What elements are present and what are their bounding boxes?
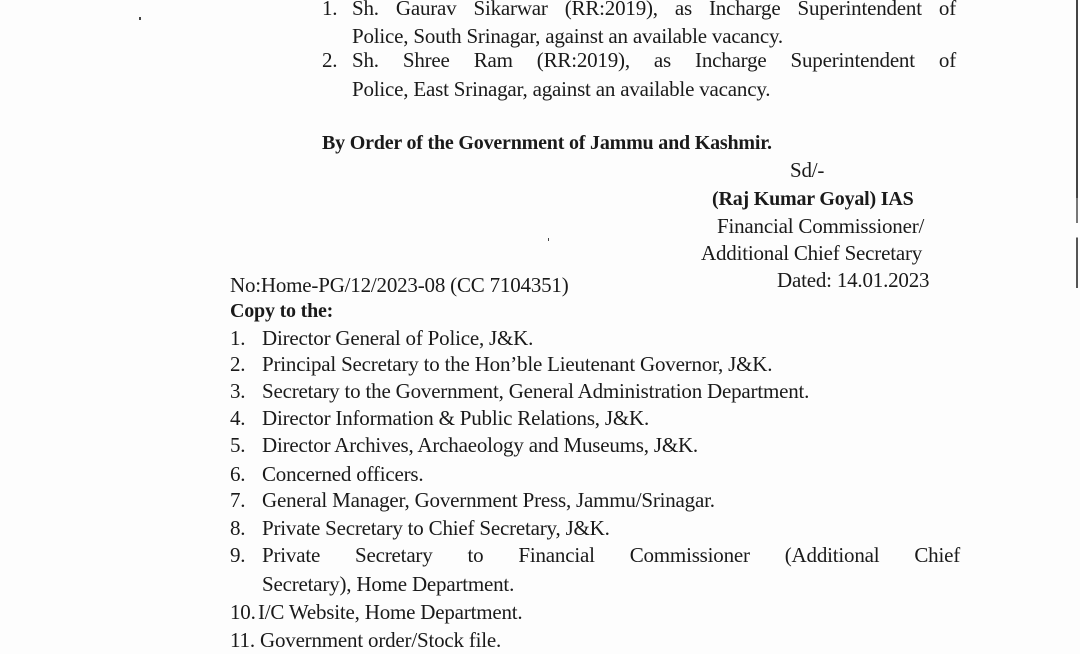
copy-to-heading: Copy to the:: [230, 300, 334, 322]
copy-to-item-5: Director Archives, Archaeology and Museums, J&K.: [262, 433, 698, 457]
signature-sd: Sd/-: [790, 158, 825, 182]
copy-to-item-6-number: 6.: [230, 462, 246, 486]
copy-to-item-10-number: 10.: [230, 600, 256, 624]
order-item-1-line-2: Police, South Srinagar, against an available vacancy.: [352, 24, 783, 48]
copy-to-item-2-number: 2.: [230, 352, 246, 376]
signatory-designation-2: Additional Chief Secretary: [701, 241, 923, 265]
scan-speck: [139, 17, 141, 20]
copy-to-item-3-number: 3.: [230, 379, 246, 403]
order-item-2-line-1: Sh. Shree Ram (RR:2019), as Incharge Superintendent of: [352, 48, 956, 72]
copy-to-item-9-number: 9.: [230, 543, 246, 567]
copy-to-item-3: Secretary to the Government, General Administration Department.: [262, 379, 810, 403]
copy-to-item-2: Principal Secretary to the Hon’ble Lieutenant Governor, J&K.: [262, 352, 773, 376]
scan-edge-line: [1076, 0, 1078, 360]
copy-to-item-8: Private Secretary to Chief Secretary, J&K.: [262, 516, 610, 540]
copy-to-item-4: Director Information & Public Relations, J&K.: [262, 406, 650, 430]
copy-to-item-8-number: 8.: [230, 516, 246, 540]
copy-to-item-5-number: 5.: [230, 433, 246, 457]
by-order-line: By Order of the Government of Jammu and Kashmir.: [322, 132, 772, 154]
order-item-1-number: 1.: [322, 0, 338, 20]
copy-to-item-1-number: 1.: [230, 326, 246, 350]
order-item-1-line-1: Sh. Gaurav Sikarwar (RR:2019), as Incharge Superintendent of: [352, 0, 956, 20]
copy-to-item-7-number: 7.: [230, 488, 246, 512]
copy-to-item-6: Concerned officers.: [262, 462, 424, 486]
copy-to-item-11: Government order/Stock file.: [260, 628, 502, 652]
order-item-2-number: 2.: [322, 48, 338, 72]
copy-to-item-1: Director General of Police, J&K.: [262, 326, 534, 350]
copy-to-item-4-number: 4.: [230, 406, 246, 430]
dated: Dated: 14.01.2023: [777, 268, 930, 292]
copy-to-item-9-cont: Secretary), Home Department.: [262, 572, 515, 596]
signatory-designation-1: Financial Commissioner/: [717, 214, 925, 238]
reference-number: No:Home-PG/12/2023-08 (CC 7104351): [230, 273, 569, 297]
copy-to-item-9: Private Secretary to Financial Commissioner (Additional Chief: [262, 543, 960, 567]
order-item-2-line-2: Police, East Srinagar, against an available vacancy.: [352, 77, 771, 101]
copy-to-item-10: I/C Website, Home Department.: [258, 600, 523, 624]
copy-to-item-7: General Manager, Government Press, Jammu/Srinagar.: [262, 488, 715, 512]
scan-speck: [548, 238, 549, 241]
signatory-name: (Raj Kumar Goyal) IAS: [712, 188, 914, 210]
copy-to-item-11-number: 11.: [230, 628, 255, 652]
